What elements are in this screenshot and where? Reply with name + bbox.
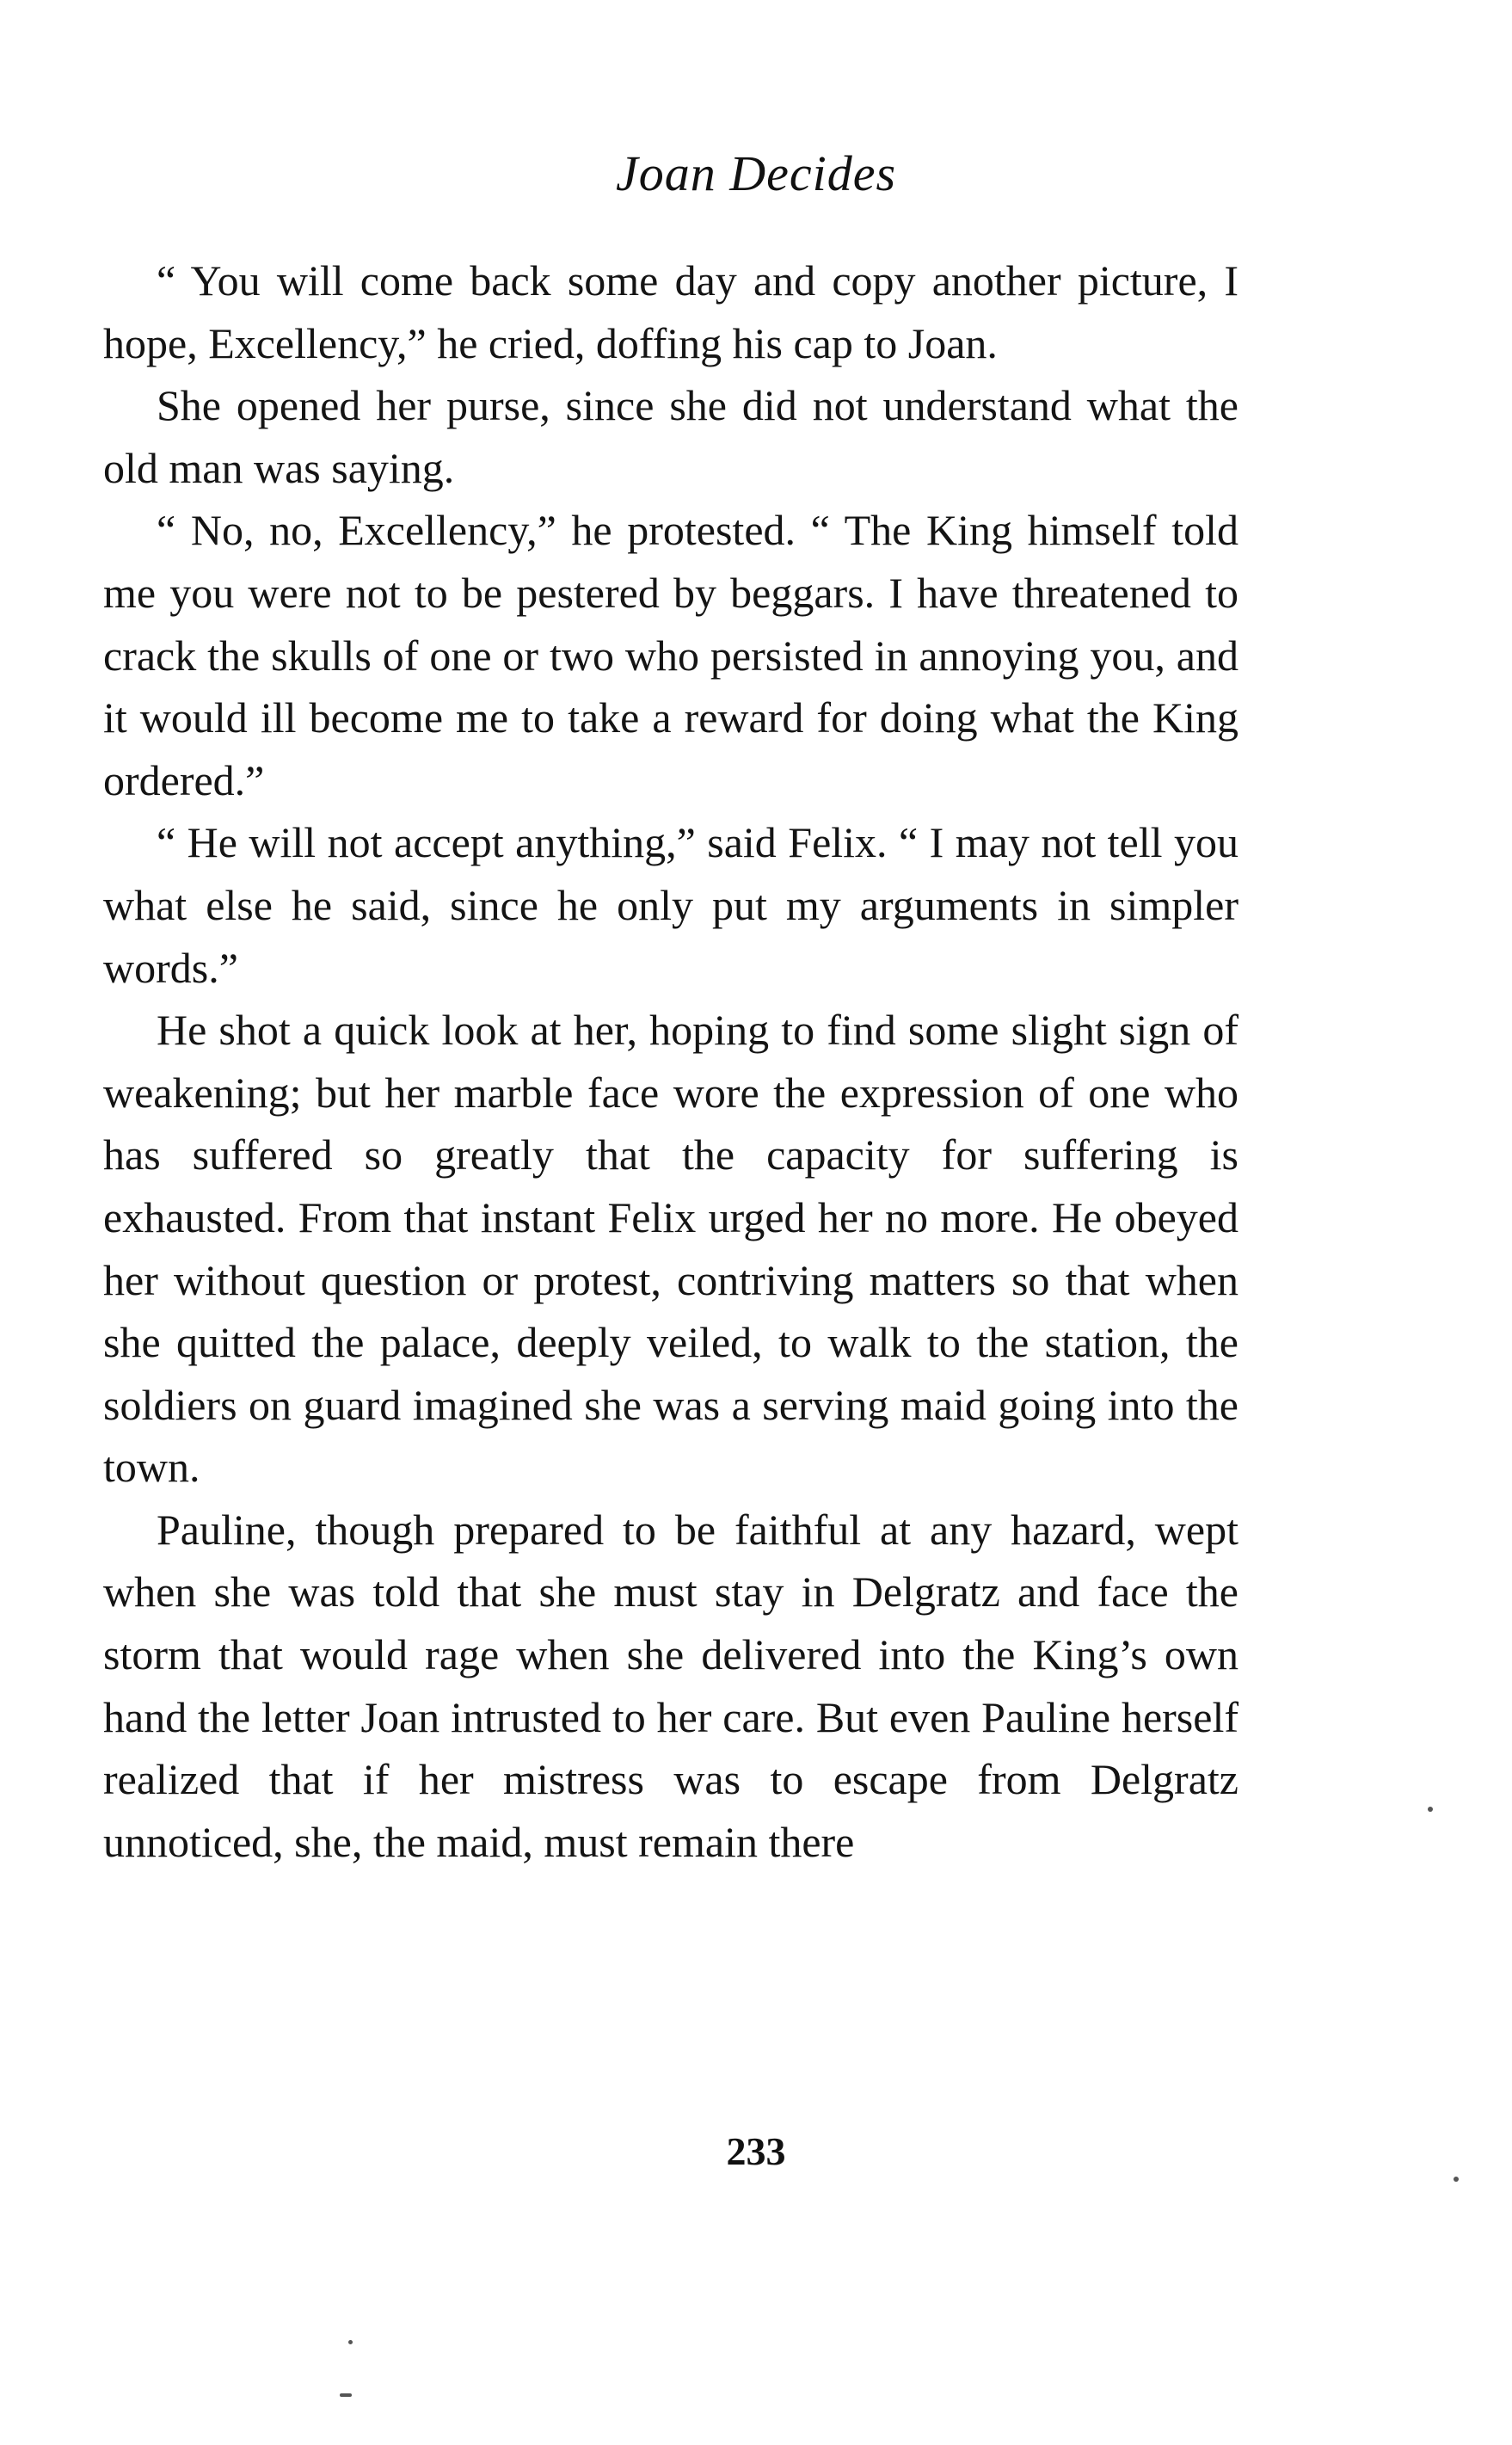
paragraph-4: “ He will not accept anything,” said Felix. “ I may not tell you what else he said, since he only put my arguments in simpler words.” [103, 818, 1238, 992]
paragraph-3: “ No, no, Excellency,” he protested. “ The King himself told me you were not to be pestered by beggars. I have threatened to crack the skulls of one or two who persisted in annoying you, and it would ill become me to take a reward for doing what the King ordered.” [103, 506, 1238, 804]
scan-speck [1428, 1807, 1433, 1812]
paragraph-5: He shot a quick look at her, hoping to find some slight sign of weakening; but her marble face wore the expression of one who has suffered so greatly that the capacity for suffering is exhausted. From that instant Felix urged her no more. He obeyed her without question or protest, contriving matters so that when she quitted the palace, deeply veiled, to walk to the station, the soldiers on guard imagined she was a serving maid going into the town. [103, 1006, 1238, 1492]
scan-speck [340, 2393, 352, 2397]
paragraph-6: Pauline, though prepared to be faithful at any hazard, wept when she was told that she must stay in Delgratz and face the storm that would rage when she delivered into the King’s own hand the letter Joan intrusted to her care. But even Pauline herself realized that if her mistress was to escape from Delgratz unnoticed, she, the maid, must remain there [103, 1505, 1238, 1866]
scan-speck [1454, 2177, 1459, 2182]
scan-speck [348, 2340, 353, 2344]
page-number: 233 [726, 2129, 786, 2173]
running-head-title: Joan Decides [615, 145, 897, 201]
paragraph-1: “ You will come back some day and copy another picture, I hope, Excellency,” he cried, doffing his cap to Joan. [103, 256, 1238, 367]
body-text [103, 249, 1238, 1873]
paragraph-2: She opened her purse, since she did not understand what the old man was saying. [103, 381, 1238, 492]
